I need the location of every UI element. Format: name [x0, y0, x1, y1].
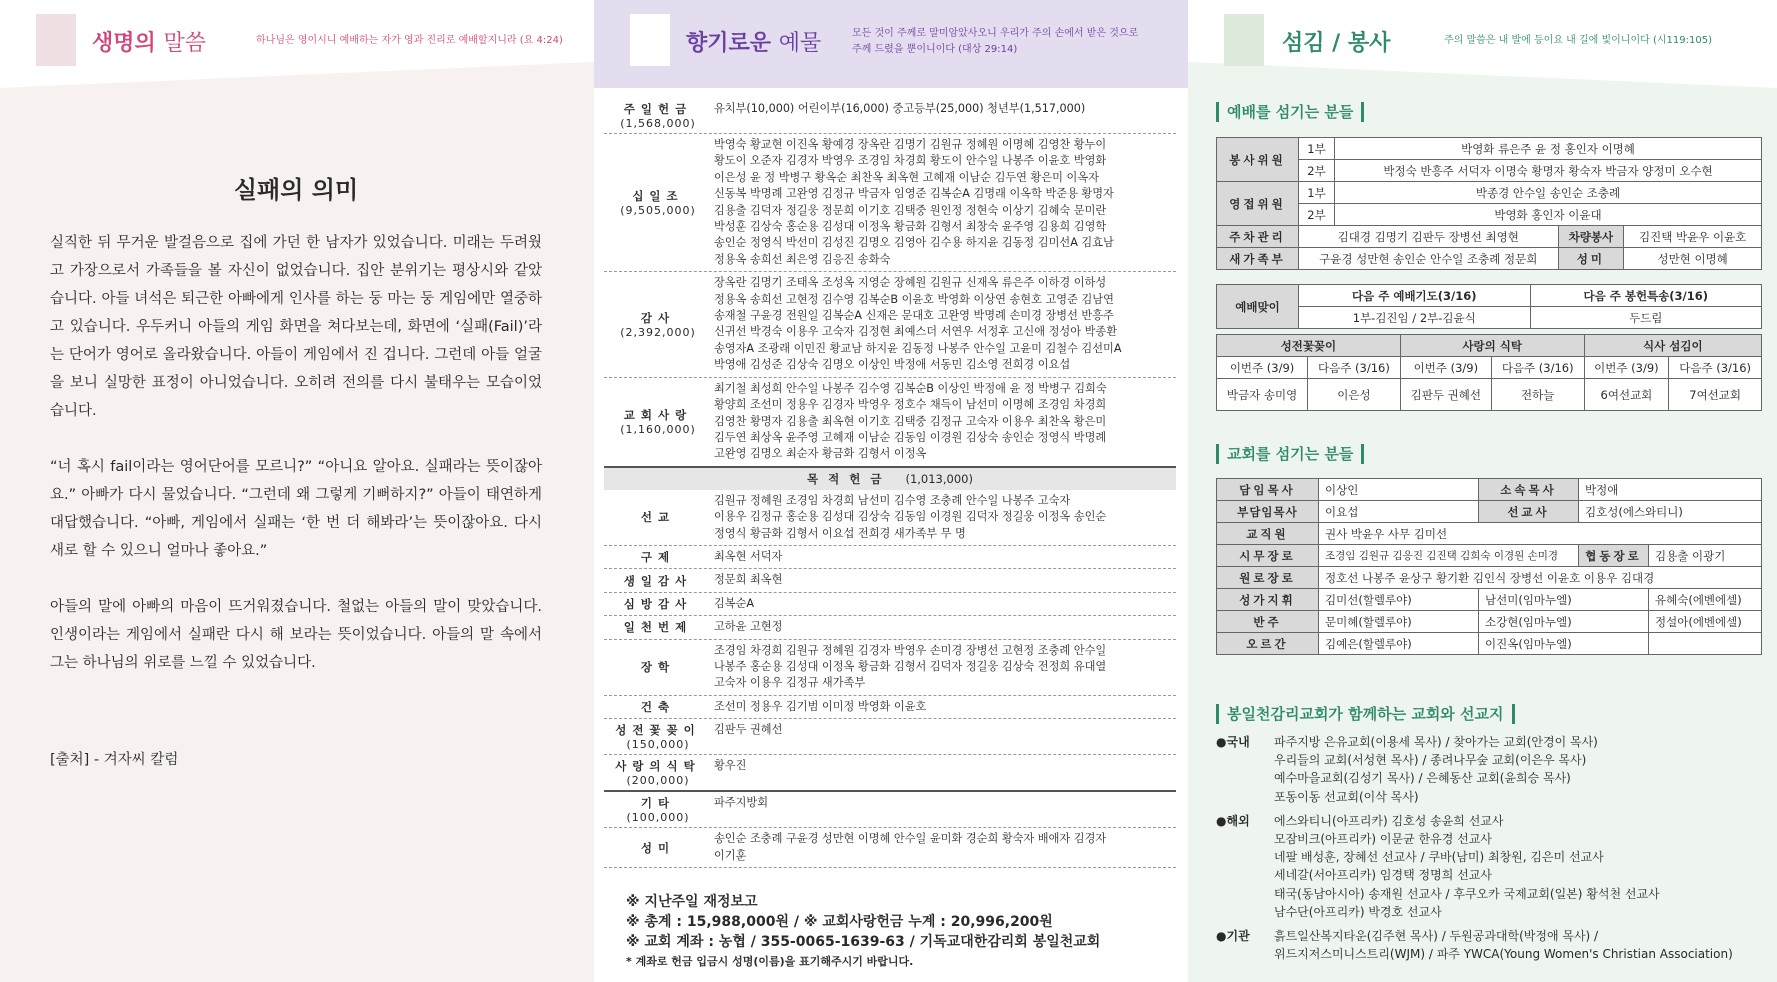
church-staff-table: [1216, 478, 1762, 655]
offering-category: [604, 596, 712, 612]
cell: 남선미(임마누엘): [1479, 589, 1649, 611]
offering-row: [604, 616, 1176, 639]
offering-table: [604, 98, 1176, 868]
offering-names: 김판두 권혜선: [714, 723, 783, 737]
essay-paragraph: 실직한 뒤 무거운 발걸음으로 집에 가던 한 남자가 있었습니다. 미래는 두려웠고 가장으로서 가족들을 볼 자신이 없었습니다. 집안 분위기는 평상시와 같았습니다. 아들 녀석은 퇴근한 아빠에게 인사를 하는 둥 마는 둥 게임에만 열중하고 있습니다. 우두커니 아들의 게임 화면을 쳐다보는데, 화면에 ‘실패(Fail)’라는 단어가 영어로 올라왔습니다. 아들이 게임에서 진 겁니다. 그런데 아들 얼굴을 보니 실망한 표정이 아니었습니다. 오히려 전의를 다시 불태우는 모습이었습니다.: [50, 235, 542, 419]
offering-category: [604, 795, 712, 824]
offering-row: [604, 792, 1176, 828]
cell: 이상인: [1319, 479, 1479, 501]
purpose-offering-heading: [604, 468, 1176, 490]
cell-label: 오르간: [1217, 633, 1319, 655]
cell: 정설아(에벤에셀): [1649, 611, 1762, 633]
offering-category: [604, 275, 712, 373]
cell: 박정애: [1579, 479, 1762, 501]
cell: 이은성: [1308, 379, 1401, 411]
offering-amount: (150,000): [626, 738, 690, 752]
cell: 성만현 이명혜: [1624, 248, 1762, 270]
essay: [50, 160, 542, 705]
offering-category: [604, 699, 712, 715]
cell: 김판두 권혜선: [1400, 379, 1491, 411]
cell: 다음주 (3/16): [1308, 357, 1401, 379]
cell-label: 부담임목사: [1217, 501, 1319, 523]
cell-label: 소속목사: [1479, 479, 1579, 501]
cell: 1부-김진임 / 2부-김윤식: [1299, 307, 1531, 329]
panel-offerings: [594, 0, 1188, 982]
offering-amount: (2,392,000): [620, 325, 696, 339]
cell-label: 영접위원: [1217, 182, 1299, 226]
cell: 다음주 (3/16): [1491, 357, 1584, 379]
offering-names: 고하윤 고현정: [714, 620, 783, 634]
offering-names: 정문희 최옥현: [714, 573, 783, 587]
missions-label: ●해외: [1216, 813, 1250, 828]
offering-label: 십일조: [632, 189, 684, 204]
cell-label: 새가족부: [1217, 248, 1299, 270]
cross-icon: [630, 14, 670, 66]
header-word-of-life: [0, 0, 594, 88]
cell: [1649, 633, 1762, 655]
offering-row: [604, 593, 1176, 616]
offering-label: 주일헌금: [623, 102, 693, 116]
offering-names: 파주지방회: [714, 796, 769, 810]
essay-paragraph: 아들의 말에 아빠의 마음이 뜨거워졌습니다. 철없는 아들의 말이 맞았습니다. 인생이라는 게임에서 실패란 다시 해 보라는 뜻이었습니다. 아들의 말 속에서 그는 하나님의 위로를 느낄 수 있었습니다.: [50, 599, 542, 671]
cell: 7여선교회: [1669, 379, 1762, 411]
offering-row: [604, 828, 1176, 868]
cell: 권사 박윤우 사무 김미선: [1319, 523, 1762, 545]
section-title: 향기로운 예물: [686, 31, 822, 56]
cell: 유혜숙(에벤에셀): [1649, 589, 1762, 611]
offering-row: [604, 755, 1176, 792]
missions-list: [1216, 733, 1766, 969]
cell: 이번주 (3/9): [1584, 357, 1669, 379]
cell-label: 식사 섬김이: [1584, 335, 1761, 357]
cell: 이진옥(임마누엘): [1479, 633, 1649, 655]
cell: 전하늘: [1491, 379, 1584, 411]
essay-title: 실패의 의미: [233, 176, 359, 204]
cell-label: 차량봉사: [1558, 226, 1624, 248]
cell-label: 봉사위원: [1217, 138, 1299, 182]
offering-names: 송인순 조충례 구윤경 성만현 이명혜 안수일 윤미화 경순희 황숙자 배애자 김경자 이기훈: [714, 832, 1107, 862]
offering-row: [604, 569, 1176, 592]
offering-amount: (1,568,000): [620, 117, 696, 130]
cell-label: 성가지휘: [1217, 589, 1319, 611]
cell: 2부: [1299, 204, 1335, 226]
section-heading: 예배를 섬기는 분들: [1216, 102, 1364, 122]
cell: 김대경 김명기 김판두 장병선 최영현: [1299, 226, 1559, 248]
offering-label: 건축: [640, 699, 676, 714]
offering-label: 감사: [640, 310, 676, 325]
report-title: ※ 지난주일 재정보고: [626, 894, 758, 910]
offering-category: [604, 831, 712, 864]
offering-label: 교회사랑: [623, 408, 693, 423]
offering-label: 성미: [640, 840, 676, 855]
panel-word-of-life: [0, 0, 594, 982]
offering-category: [604, 493, 712, 542]
header-verse: 하나님은 영이시니 예배하는 자가 영과 진리로 예배할지니라 (요 4:24): [256, 35, 563, 46]
offering-amount: (1,160,000): [620, 423, 696, 437]
cell-label: 사랑의 식탁: [1400, 335, 1584, 357]
cell: 정호선 나봉주 윤상구 황기환 김인식 장병선 이윤호 이용우 김대경: [1319, 567, 1762, 589]
cell: 다음 주 예배기도(3/16): [1299, 285, 1531, 307]
missions-entries: 에스와티니(아프리카) 김호성 송윤희 선교사 모잠비크(아프리카) 이문균 한유경 선교사 네팔 배성훈, 장혜선 선교사 / 쿠바(남미) 최창원, 김은미 선교사 세네갈(서아프리카) 임경택 정명희 선교사 태국(동남아시아) 송재원 선교사 / 후쿠오카 국제교회(일본) 황석천 선교사 남수단(아프리카) 박경호 선교사: [1274, 813, 1660, 919]
offering-row: [604, 719, 1176, 755]
cell: 박금자 송미영: [1217, 379, 1308, 411]
cell-label: 반주: [1217, 611, 1319, 633]
header-service: [1188, 0, 1777, 88]
offering-category: [604, 137, 712, 268]
missions-label: ●국내: [1216, 735, 1250, 749]
finance-report: [626, 892, 1100, 972]
cell: 김예은(할렐루야): [1319, 633, 1479, 655]
section-title: 생명의 말씀: [92, 31, 206, 56]
offering-row: [604, 134, 1176, 272]
offering-label: 일천번제: [623, 620, 693, 635]
essay-source: [출처] - 겨자씨 칼럼: [50, 752, 179, 768]
offering-names: 조경임 차경희 김원규 정혜원 김경자 박영우 손미경 장병선 고현정 조충례 안수일 나봉주 홍순용 김성대 이정옥 황금화 김형서 김덕자 정길웅 김상숙 전정희 유대열 고숙자 이용우 김정규 새가족부: [714, 643, 1107, 690]
offering-category: [604, 381, 712, 463]
offering-category: [604, 549, 712, 565]
report-account: ※ 교회 계좌 : 농협 / 355-0065-1639-63 / 기독교대한감리회 봉일천교회: [626, 934, 1101, 950]
worship-greeting-table: [1216, 284, 1762, 329]
offering-label: 성전꽃꽂이: [615, 723, 701, 738]
cell: 구윤경 성만현 송인순 안수일 조충례 정문희: [1299, 248, 1559, 270]
cell-label: 교직원: [1217, 523, 1319, 545]
cell: 김진택 박윤우 이윤호: [1624, 226, 1762, 248]
cell-label: 협동장로: [1579, 545, 1649, 567]
purpose-amount: (1,013,000): [905, 471, 973, 486]
cell: 문미혜(할렐루야): [1319, 611, 1479, 633]
cell: 1부: [1299, 138, 1335, 160]
essay-paragraph: “너 혹시 fail이라는 영어단어를 모르니?” “아니요 알아요. 실패라는 뜻이잖아요.” 아빠가 다시 물었습니다. “그런데 왜 그렇게 기뻐하지?” 아들이 태연하게 대답했습니다. “아빠, 게임에서 실패는 ‘한 번 더 해봐라’는 뜻이잖아요. 다시 새로 할 수 있으니 얼마나 좋아요.”: [50, 459, 542, 559]
header-verse: 모든 것이 주께로 말미암았사오니 우리가 주의 손에서 받은 것으로 주께 드렸을 뿐이니이다 (대상 29:14): [852, 28, 1139, 55]
offering-names: 김복순A: [714, 596, 755, 610]
offering-names: 유치부(10,000) 어린이부(16,000) 중고등부(25,000) 청년부(1,517,000): [714, 102, 1086, 115]
offering-category: [604, 722, 712, 751]
section-title: 섬김 / 봉사: [1282, 31, 1391, 56]
cell-label: 원로장로: [1217, 567, 1319, 589]
offering-row: [604, 272, 1176, 377]
cell-label: 담임목사: [1217, 479, 1319, 501]
cell: 박영화 류은주 윤 정 홍인자 이명혜: [1335, 138, 1762, 160]
offering-amount: (200,000): [626, 774, 690, 788]
section-heading: 봉일천감리교회가 함께하는 교회와 선교지: [1216, 704, 1515, 724]
offering-category: [604, 572, 712, 588]
offering-amount: (100,000): [626, 811, 690, 825]
cell: 다음 주 봉헌특송(3/16): [1530, 285, 1762, 307]
report-total: ※ 총계 : 15,988,000원 / ※ 교회사랑헌금 누계 : 20,996,200원: [626, 914, 1053, 930]
cell: 박영화 홍인자 이윤대: [1335, 204, 1762, 226]
missions-label: ●기관: [1216, 929, 1250, 944]
offering-category: [604, 643, 712, 692]
offering-label: 구제: [640, 550, 676, 565]
report-note: * 계좌로 헌금 입금시 성명(이름)을 표기해주시기 바랍니다.: [626, 955, 914, 968]
offering-names: 최기철 최성희 안수일 나봉주 김수영 김복순B 이상인 박정애 윤 정 박병구 김희숙 황양희 조선미 정용우 김경자 박영우 정호수 채득이 남선미 이명혜 조경임 차경희 김영찬 황명자 김용출 최옥현 이기호 김택중 김정규 고숙자 이용우 최찬옥 황은미 김두연 최상옥 윤주영 고혜재 이남순 김동임 이경원 김상숙 송인순 정영식 박명례 고완영 김명오 최순자 황금화 김형서 이정옥: [714, 381, 1107, 461]
cell: 6여선교회: [1584, 379, 1669, 411]
cross-icon: [1224, 14, 1264, 66]
cell: 김용출 이광기: [1649, 545, 1762, 567]
weekly-service-table: [1216, 334, 1762, 411]
cell: 2부: [1299, 160, 1335, 182]
offering-names: 조선미 정용우 김기범 이미정 박영화 이윤호: [714, 699, 927, 713]
offering-names: 황우진: [714, 759, 747, 773]
offering-row: [604, 546, 1176, 569]
offering-category: [604, 101, 712, 130]
offering-row: [604, 378, 1176, 468]
offering-row: [604, 98, 1176, 134]
offering-label: 기타: [640, 796, 676, 811]
offering-label: 선교: [640, 510, 676, 525]
cell: 1부: [1299, 182, 1335, 204]
section-heading: 교회를 섬기는 분들: [1216, 444, 1364, 464]
missions-domestic: [1216, 733, 1766, 806]
cell: 이번주 (3/9): [1400, 357, 1491, 379]
cell: 박정숙 반흥주 서덕자 이명숙 황명자 황숙자 박금자 양정미 오수현: [1335, 160, 1762, 182]
offering-names: 최옥현 서덕자: [714, 549, 783, 563]
cell-label: 성미: [1558, 248, 1624, 270]
cell: 소강현(임마누엘): [1479, 611, 1649, 633]
cell: 김호성(에스와티니): [1579, 501, 1762, 523]
offering-row: [604, 490, 1176, 546]
offering-names: 박영숙 황교현 이진옥 황예경 장옥란 김명기 김원규 정혜원 이명혜 김영찬 황누이 황도이 오준자 김경자 박영우 조경임 차경희 황도이 안수일 나봉주 이윤호 박영화 이은성 윤 정 박병구 황옥순 최찬옥 최옥현 고혜재 이남순 김두연 황은미 이옥자 신동복 박명례 고완영 김정규 박금자 임영준 김복순A 김명래 이옥학 박준용 황명자 김용출 김덕자 정길웅 정문희 이기호 김택중 원인정 정현숙 이상기 김혜숙 문미란 박성훈 김상숙 홍순용 김성대 이정옥 황금화 김형서 최창숙 윤주영 김용희 김영학 송인순 정영식 박선미 김성진 김명오 김영아 김수용 하지윤 김동정 김미선A 김효남 정용옥 송희선 최은영 김응진 송화숙: [714, 138, 1114, 266]
offering-names: 장옥란 김명기 조태옥 조성옥 지영순 장혜원 김원규 신재옥 류은주 이하경 이하성 정용옥 송희선 고현정 김수영 김복순B 이윤호 박영화 이상연 송현호 고영준 김남연 송재철 구윤경 전원일 김복순A 신재은 문대호 고완영 박명례 손미경 장병선 반흥주 신귀선 박경숙 이용우 고숙자 김정현 최예스더 서연우 서정후 고신애 정성아 박종환 송영자A 조광래 이민진 황교남 하지윤 김동정 나봉주 안수일 고윤미 김철수 김선미A 박영애 김성준 김상숙 김명오 이상인 박정애 서동민 김소영 전희경 이요섭: [714, 276, 1122, 372]
cross-icon: [36, 14, 76, 66]
cell: 두드림: [1530, 307, 1762, 329]
offering-amount: (9,505,000): [620, 204, 696, 218]
offering-names: 김원규 정혜원 조경임 차경희 남선미 김수영 조충례 안수일 나봉주 고숙자 이용우 김정규 홍순용 김성대 김상숙 김동임 이경원 김덕자 정길웅 이정옥 송인순 정영식 황금화 김형서 이요섭 전희경 새가족부 무 명: [714, 493, 1107, 540]
header-verse: 주의 말씀은 내 발에 등이요 내 길에 빛이니이다 (시119:105): [1444, 35, 1712, 46]
cell: 이요섭: [1319, 501, 1479, 523]
offering-row: [604, 696, 1176, 719]
cell-label: 선교사: [1479, 501, 1579, 523]
cell-label: 성전꽃꽂이: [1217, 335, 1401, 357]
missions-overseas: [1216, 812, 1766, 921]
panel-service: [1188, 0, 1777, 982]
offering-row: [604, 640, 1176, 696]
cell-label: 시무장로: [1217, 545, 1319, 567]
offering-label: 생일감사: [623, 573, 693, 588]
offering-label: 사랑의식탁: [615, 759, 701, 774]
cell: 이번주 (3/9): [1217, 357, 1308, 379]
offering-category: [604, 619, 712, 635]
cell: 김미선(할렐루야): [1319, 589, 1479, 611]
missions-entries: 파주지방 은유교회(이용세 목사) / 찾아가는 교회(안경이 목사) 우리들의 교회(서성현 목사) / 종려나무숲 교회(이은우 목사) 예수마을교회(김성기 목사) / 은혜동산 교회(윤희승 목사) 포동이동 선교회(이삭 목사): [1274, 735, 1598, 804]
missions-institutions: [1216, 927, 1766, 963]
cell-label: 주차관리: [1217, 226, 1299, 248]
header-offerings: [594, 0, 1188, 88]
worship-servants-table: [1216, 137, 1762, 270]
cell: 다음주 (3/16): [1669, 357, 1762, 379]
offering-label: 심방감사: [623, 596, 693, 611]
offering-label: 장학: [640, 660, 676, 675]
cell: 조경임 김원규 김응진 김진택 김희숙 이경원 손미경: [1319, 545, 1579, 567]
purpose-label: 목적헌금: [807, 471, 892, 486]
cell-label: 예배맞이: [1217, 285, 1299, 329]
cell: 박종경 안수일 송인순 조충례: [1335, 182, 1762, 204]
missions-entries: 흙트일산복지타운(김주현 목사) / 두원공과대학(박정애 목사) / 위드지저스미니스트리(WJM) / 파주 YWCA(Young Women's Christian Association): [1274, 929, 1733, 962]
offering-category: [604, 758, 712, 787]
